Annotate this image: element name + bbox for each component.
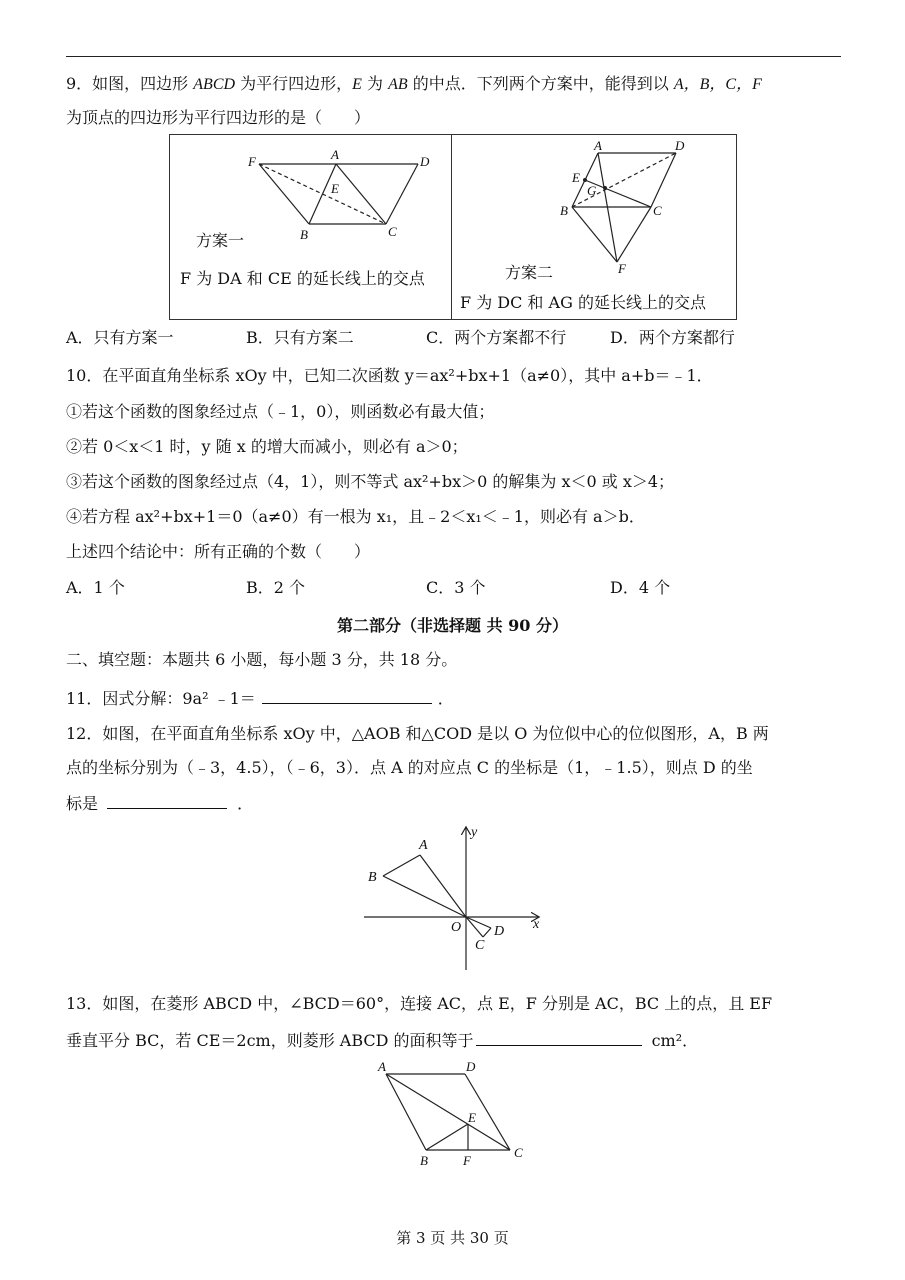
fig1-label-B: B bbox=[300, 227, 308, 242]
q12-label-A: A bbox=[419, 838, 428, 853]
q13-label-F: F bbox=[463, 1153, 471, 1168]
q10-option-a[interactable]: A．1 个 bbox=[66, 578, 125, 597]
q9-line2: 为顶点的四边形为平行四边形的是（ ） bbox=[66, 108, 371, 127]
q10-option-b[interactable]: B．2 个 bbox=[246, 578, 306, 597]
q13-label-B: B bbox=[420, 1153, 428, 1168]
part2-title: 第二部分（非选择题 共 90 分） bbox=[337, 616, 568, 635]
q12-label-C: C bbox=[475, 938, 485, 953]
plan1-desc: F 为 DA 和 CE 的延长线上的交点 bbox=[180, 269, 425, 288]
q12-label-D: D bbox=[494, 924, 505, 939]
q12-line2: 点的坐标分别为（﹣3，4.5），（﹣6，3）．点 A 的对应点 C 的坐标是（1，﹣1.5），则点 D 的坐 bbox=[66, 758, 753, 777]
fig1-label-D: D bbox=[420, 154, 430, 169]
section-fill-heading: 二、填空题：本题共 6 小题，每小题 3 分，共 18 分。 bbox=[66, 650, 458, 669]
q10-statement-3: ③若这个函数的图象经过点（4，1），则不等式 ax²+bx＞0 的解集为 x＜0 或 x＞4； bbox=[66, 472, 675, 491]
q12-line1: 12．如图，在平面直角坐标系 xOy 中，△AOB 和△COD 是以 O 为位似中心的位似图形，A，B 两 bbox=[66, 724, 769, 743]
q13-label-C: C bbox=[514, 1145, 523, 1160]
plan1-label: 方案一 bbox=[196, 231, 245, 250]
q9-option-c[interactable]: C．两个方案都不行 bbox=[426, 328, 567, 347]
fig1-label-A: A bbox=[331, 147, 339, 162]
q12-line3: 标是 ． bbox=[66, 794, 254, 813]
fig2-label-C: C bbox=[653, 203, 662, 218]
fig2-label-F: F bbox=[618, 261, 626, 276]
fig2-label-E: E bbox=[572, 170, 580, 185]
q10-stem: 10．在平面直角坐标系 xOy 中，已知二次函数 y＝ax²+bx+1（a≠0），其中 a+b＝﹣1． bbox=[66, 366, 713, 385]
q10-option-c[interactable]: C．3 个 bbox=[426, 578, 486, 597]
page-footer: 第 3 页 共 30 页 bbox=[396, 1229, 509, 1247]
q10-statement-1: ①若这个函数的图象经过点（﹣1，0），则函数必有最大值； bbox=[66, 402, 495, 421]
q13-label-D: D bbox=[466, 1059, 476, 1074]
fig1-label-E: E bbox=[331, 181, 339, 196]
q11-line: 11．因式分解：9a² ﹣1＝ ． bbox=[66, 689, 454, 708]
fig2-label-B: B bbox=[560, 203, 568, 218]
plan2-desc: F 为 DC 和 AG 的延长线上的交点 bbox=[460, 293, 706, 312]
q10-option-d[interactable]: D．4 个 bbox=[610, 578, 671, 597]
q12-label-x: x bbox=[533, 917, 540, 932]
q9-line1: 9．如图，四边形 ABCD 为平行四边形，E 为 AB 的中点．下列两个方案中，能得到以 A，B，C，F bbox=[66, 74, 762, 93]
fig1-label-F: F bbox=[248, 154, 256, 169]
q12-label-y: y bbox=[471, 825, 478, 840]
q9-option-b[interactable]: B．只有方案二 bbox=[246, 328, 354, 347]
q13-label-E: E bbox=[468, 1110, 476, 1125]
q9-option-a[interactable]: A．只有方案一 bbox=[66, 328, 174, 347]
q12-label-B: B bbox=[368, 870, 377, 885]
fig2-label-D: D bbox=[675, 138, 685, 153]
fig1-label-C: C bbox=[388, 224, 397, 239]
plan2-label: 方案二 bbox=[505, 263, 554, 282]
q10-statement-2: ②若 0＜x＜1 时，y 随 x 的增大而减小，则必有 a＞0； bbox=[66, 437, 468, 456]
q13-line2: 垂直平分 BC，若 CE＝2cm，则菱形 ABCD 的面积等于 cm²． bbox=[66, 1031, 699, 1050]
fig2-label-A: A bbox=[594, 138, 602, 153]
q12-label-O: O bbox=[451, 920, 462, 935]
q10-statement-4: ④若方程 ax²+bx+1＝0（a≠0）有一根为 x₁，且﹣2＜x₁＜﹣1，则必有 a＞b． bbox=[66, 507, 645, 526]
q10-ask: 上述四个结论中：所有正确的个数（ ） bbox=[66, 542, 371, 561]
q9-option-d[interactable]: D．两个方案都行 bbox=[610, 328, 735, 347]
q13-line1: 13．如图，在菱形 ABCD 中，∠BCD＝60°，连接 AC，点 E，F 分别是 AC，BC 上的点，且 EF bbox=[66, 994, 773, 1013]
fig2-label-G: G bbox=[587, 183, 597, 198]
q13-label-A: A bbox=[378, 1059, 386, 1074]
